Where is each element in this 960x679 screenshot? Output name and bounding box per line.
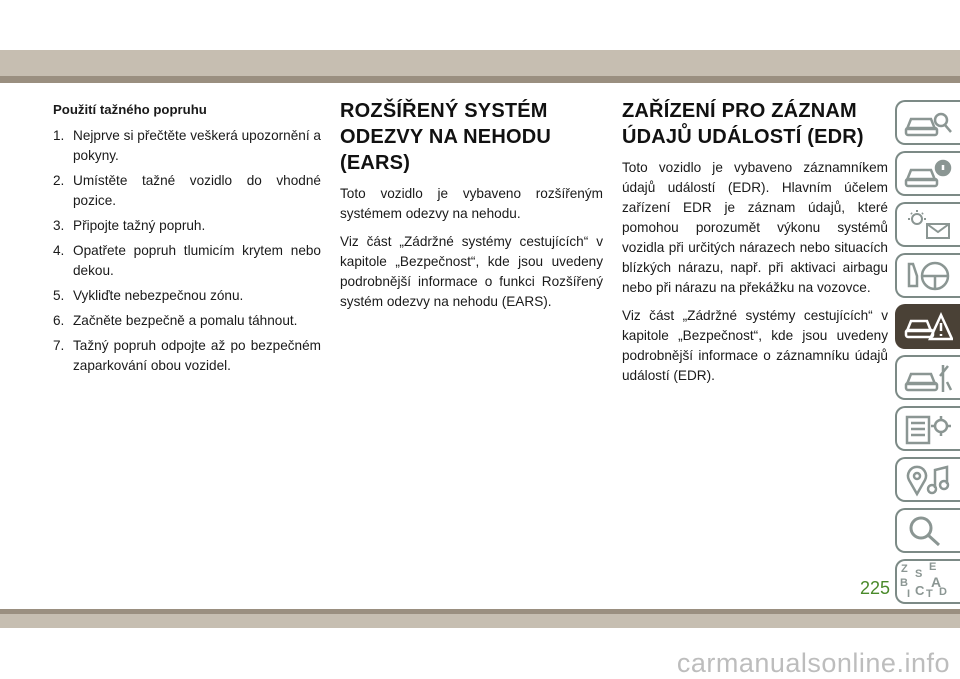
- specifications-gear-icon: [903, 413, 953, 446]
- list-item: 7. Tažný popruh odpojte až po bezpečném zaparkování obou vozidel.: [53, 338, 321, 373]
- steps-list: [53, 126, 321, 376]
- car-emergency-icon: [903, 311, 953, 344]
- list-item: 6. Začněte bezpečně a pomalu táhnout.: [53, 313, 298, 328]
- warning-lights-icon: [903, 209, 953, 242]
- tab-car-info[interactable]: [895, 151, 960, 196]
- tab-alphabet-index[interactable]: Z E S B A D I C T: [895, 559, 960, 604]
- magnifier-icon: [903, 515, 953, 548]
- heading-edr: ZAŘÍZENÍ PRO ZÁZNAM ÚDAJŮ UDÁLOSTÍ (EDR): [622, 100, 864, 148]
- tab-car-search[interactable]: [895, 100, 960, 145]
- car-search-icon: [903, 107, 953, 140]
- tab-warning-lights[interactable]: [895, 202, 960, 247]
- multimedia-icon: [903, 464, 953, 497]
- header-band-stripe: [0, 76, 960, 83]
- car-tools-icon: [903, 362, 953, 395]
- column-towing-strap: [53, 96, 321, 381]
- list-item: 4. Opatřete popruh tlumicím krytem nebo dekou.: [53, 243, 321, 278]
- paragraph: Viz část „Zádržné systémy cestujících“ v kapitole „Bezpečnost“, kde jsou uvedeny podrobnější informace o funkci Rozšířený systém odezvy na nehodu (EARS).: [340, 234, 603, 309]
- subheading-towing-strap: Použití tažného popruhu: [53, 102, 207, 117]
- paragraph: Toto vozidlo je vybaveno záznamníkem údajů událostí (EDR). Hlavním účelem zařízení EDR je záznam údajů, které pomohou porozumět výkonu systémů vozidla při určitých nárazech nebo situacích blízkých nárazu, např. při aktivaci airbagu nebo při nárazu na překážku na vozovce.: [622, 160, 888, 295]
- list-item: 5. Vykliďte nebezpečnou zónu.: [53, 288, 244, 303]
- list-item: 2. Umístěte tažné vozidlo do vhodné pozice.: [53, 173, 321, 208]
- tab-index-search[interactable]: [895, 508, 960, 553]
- list-item: 3. Připojte tažný popruh.: [53, 218, 206, 233]
- tab-steering-wheel[interactable]: [895, 253, 960, 298]
- car-info-icon: [903, 158, 953, 191]
- footer-band: [0, 614, 960, 628]
- tab-car-tools[interactable]: [895, 355, 960, 400]
- heading-ears: ROZŠÍŘENÝ SYSTÉM ODEZVY NA NEHODU (EARS): [340, 100, 552, 174]
- tab-specifications[interactable]: [895, 406, 960, 451]
- page-number: 225: [859, 578, 890, 598]
- steering-wheel-icon: [903, 260, 953, 293]
- paragraph: Viz část „Zádržné systémy cestujících“ v kapitole „Bezpečnost“, kde jsou uvedeny podrobnější informace o záznamníku údajů událostí (EDR).: [622, 308, 888, 383]
- list-item: 1. Nejprve si přečtěte veškerá upozornění a pokyny.: [53, 128, 321, 163]
- watermark: carmanualsonline.info: [676, 648, 950, 678]
- column-edr: [622, 96, 888, 394]
- tab-multimedia[interactable]: [895, 457, 960, 502]
- tab-car-emergency[interactable]: [895, 304, 960, 349]
- paragraph: Toto vozidlo je vybaveno rozšířeným systémem odezvy na nehodu.: [340, 186, 603, 221]
- column-ears: [340, 96, 603, 320]
- header-band: [0, 50, 960, 76]
